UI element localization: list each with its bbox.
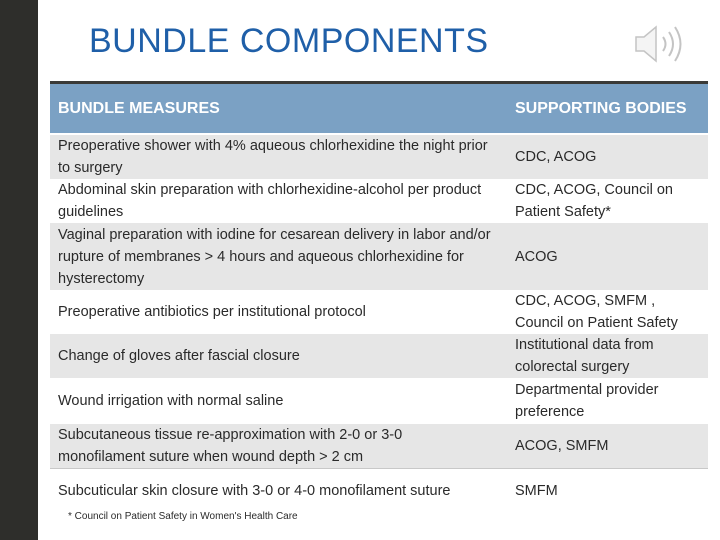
header-supporting-bodies: SUPPORTING BODIES [500,84,708,134]
table-row [50,223,708,290]
measure-cell: Change of gloves after fascial closure [50,334,500,378]
bodies-cell: Departmental provider preference [500,378,708,424]
measure-cell: Preoperative shower with 4% aqueous chlorhexidine the night prior to surgery [50,134,500,179]
header-bundle-measures: BUNDLE MEASURES [50,84,500,134]
bodies-cell: ACOG [500,223,708,290]
table-row [50,334,708,378]
bodies-cell: CDC, ACOG, SMFM , Council on Patient Safety [500,290,708,334]
measure-cell: Abdominal skin preparation with chlorhexidine-alcohol per product guidelines [50,179,500,223]
slide-title: BUNDLE COMPONENTS [89,22,489,60]
table-row [50,424,708,469]
bodies-cell: SMFM [500,469,708,513]
bundle-table [50,84,708,513]
table-header-row [50,84,708,134]
table-row [50,469,708,513]
measure-cell: Subcuticular skin closure with 3-0 or 4-0 monofilament suture [50,469,500,513]
footnote: * Council on Patient Safety in Women's Health Care [68,511,298,522]
speaker-icon[interactable] [632,22,690,66]
table-row [50,179,708,223]
measure-cell: Vaginal preparation with iodine for cesarean delivery in labor and/or rupture of membranes > 4 hours and aqueous chlorhexidine for hysterectomy [50,223,500,290]
bodies-cell: CDC, ACOG, Council on Patient Safety* [500,179,708,223]
table-row [50,290,708,334]
measure-cell: Preoperative antibiotics per institutional protocol [50,290,500,334]
left-accent-bar [0,0,38,540]
table-row [50,378,708,424]
bodies-cell: ACOG, SMFM [500,424,708,469]
bodies-cell: CDC, ACOG [500,134,708,179]
table-row [50,134,708,179]
bodies-cell: Institutional data from colorectal surgery [500,334,708,378]
measure-cell: Subcutaneous tissue re-approximation with 2-0 or 3-0 monofilament suture when wound depth > 2 cm [50,424,500,469]
measure-cell: Wound irrigation with normal saline [50,378,500,424]
